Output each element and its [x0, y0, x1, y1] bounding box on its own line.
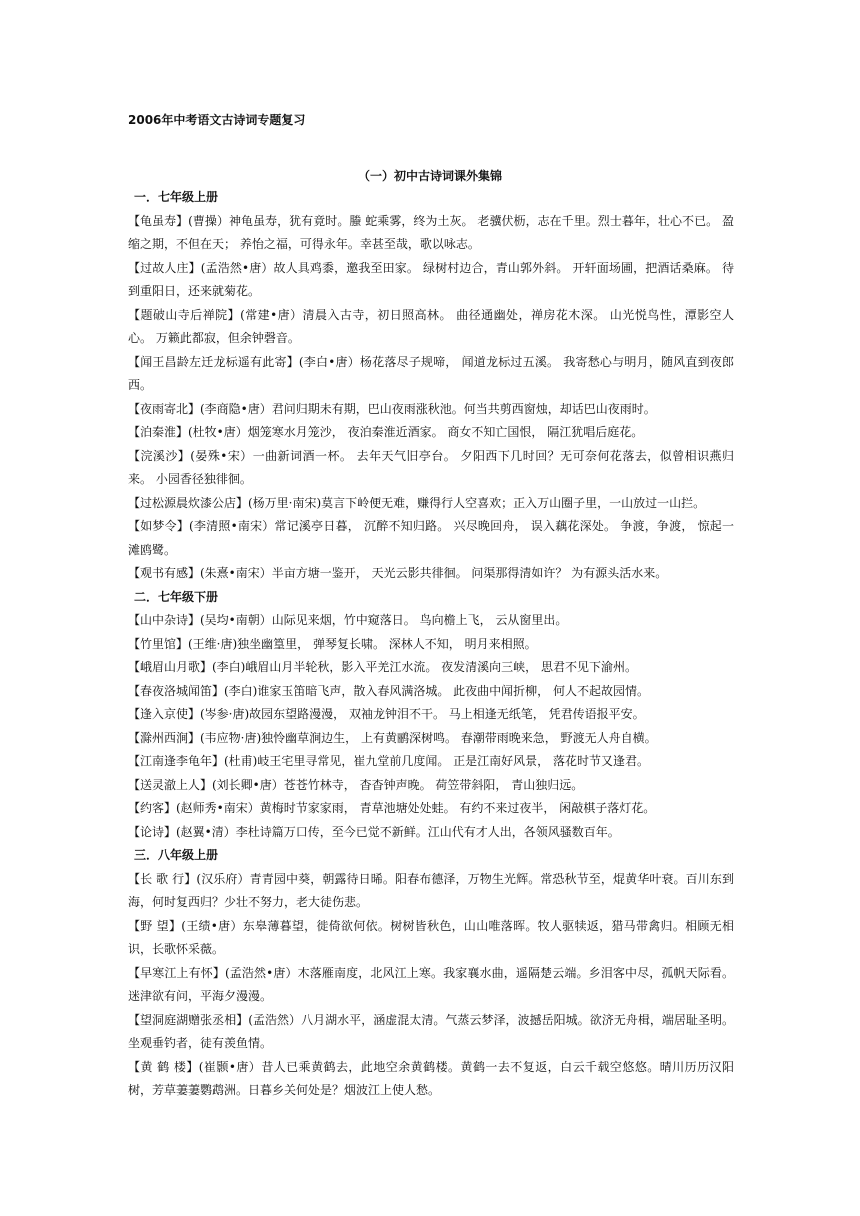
grade-heading: 一．七年级上册 — [134, 190, 219, 204]
grade-heading: 二．七年级下册 — [134, 589, 219, 604]
poem-entry: 【峨眉山月歌】(李白)峨眉山月半轮秋，影入平羌江水流。 夜发清溪向三峡， 思君不见下渝州。 — [128, 660, 637, 674]
poem-entry: 【竹里馆】(王维·唐)独坐幽篁里， 弹琴复长啸。 深林人不知， 明月来相照。 — [128, 636, 537, 651]
poem-entry: 【野 望】(王绩•唐）东皋薄暮望，徙倚欲何依。树树皆秋色，山山唯落晖。牧人驱犊返，猎马带禽归。相顾无相识，长歌怀采薇。 — [128, 918, 734, 956]
poem-list — [128, 186, 734, 1103]
poem-entry: 【题破山寺后禅院】(常建•唐）清晨入古寺，初日照高林。 曲径通幽处，禅房花木深。 山光悦鸟性，潭影空人心。 万籁此都寂，但余钟磬音。 — [128, 307, 734, 345]
poem-entry: 【江南逢李龟年】(杜甫)岐王宅里寻常见，崔九堂前几度闻。 正是江南好风景， 落花时节又逢君。 — [128, 754, 649, 768]
poem-entry: 【论诗】(赵翼•清）李杜诗篇万口传，至今已觉不新鲜。江山代有才人出，各领风骚数百年。 — [128, 824, 620, 839]
poem-entry: 【浣溪沙】(晏殊•宋）一曲新词酒一杯。 去年天气旧亭台。 夕阳西下几时回？无可奈何花落去，似曾相识燕归来。 小园香径独徘徊。 — [128, 448, 734, 486]
poem-entry: 【观书有感】(朱熹•南宋）半亩方塘一鉴开， 天光云影共徘徊。 问渠那得清如许？ 为有源头活水来。 — [128, 566, 668, 580]
poem-entry: 【早寒江上有怀】(孟浩然•唐）木落雁南度，北风江上寒。我家襄水曲，遥隔楚云端。乡泪客中尽，孤帆天际看。迷津欲有问，平海夕漫漫。 — [128, 965, 734, 1003]
poem-entry: 【春夜洛城闻笛】(李白)谁家玉笛暗飞声，散入春风满洛城。 此夜曲中闻折柳， 何人不起故园情。 — [128, 683, 649, 698]
poem-entry: 【送灵澈上人】(刘长卿•唐）苍苍竹林寺， 杳杳钟声晚。 荷笠带斜阳， 青山独归远。 — [128, 777, 584, 792]
poem-entry: 【山中杂诗】(吴均•南朝）山际见来烟，竹中窥落日。 鸟向檐上飞， 云从窗里出。 — [128, 613, 568, 627]
poem-entry: 【泊秦淮】(杜牧•唐）烟笼寒水月笼沙， 夜泊秦淮近酒家。 商女不知亡国恨， 隔江犹唱后庭花。 — [128, 425, 644, 439]
poem-entry: 【龟虽寿】(曹操）神龟虽寿，犹有竟时。螣 蛇乘雾，终为土灰。 老骥伏枥，志在千里。烈士暮年，壮心不已。 盈缩之期，不但在天； 养怡之福，可得永年。幸甚至哉，歌以咏志。 — [128, 213, 734, 251]
poem-entry: 【滁州西涧】(韦应物·唐)独怜幽草涧边生， 上有黄鹂深树鸣。 春潮带雨晚来急， 野渡无人舟自横。 — [128, 730, 657, 745]
poem-entry: 【望洞庭湖赠张丞相】(孟浩然）八月湖水平，涵虚混太清。气蒸云梦泽，波撼岳阳城。欲济无舟楫，端居耻圣明。坐观垂钓者，徒有羡鱼情。 — [128, 1012, 734, 1050]
poem-entry: 【夜雨寄北】(李商隐•唐）君问归期未有期，巴山夜雨涨秋池。何当共剪西窗烛，却话巴山夜雨时。 — [128, 401, 656, 416]
poem-entry: 【如梦令】(李清照•南宋）常记溪亭日暮， 沉醉不知归路。 兴尽晚回舟， 误入藕花深处。 争渡，争渡， 惊起一滩鸥鹭。 — [128, 519, 734, 557]
poem-entry: 【闻王昌龄左迁龙标遥有此寄】(李白•唐）杨花落尽子规啼， 闻道龙标过五溪。 我寄愁心与明月，随风直到夜郎西。 — [128, 354, 734, 392]
poem-entry: 【长 歌 行】(汉乐府）青青园中葵，朝露待日晞。阳春布德泽，万物生光辉。常恐秋节至，焜黄华叶衰。百川东到海，何时复西归？少壮不努力，老大徒伤悲。 — [128, 871, 734, 909]
poem-entry: 【过故人庄】(孟浩然•唐）故人具鸡黍，邀我至田家。 绿树村边合，青山郭外斜。 开轩面场圃，把酒话桑麻。 待到重阳日，还来就菊花。 — [128, 260, 734, 298]
poem-entry: 【约客】(赵师秀•南宋）黄梅时节家家雨， 青草池塘处处蛙。 有约不来过夜半， 闲敲棋子落灯花。 — [128, 801, 656, 815]
grade-heading: 三．八年级上册 — [134, 848, 219, 862]
document-title: 2006年中考语文古诗词专题复习 — [128, 113, 306, 127]
poem-entry: 【黄 鹤 楼】(崔颢•唐）昔人已乘黄鹤去，此地空余黄鹤楼。黄鹤一去不复返，白云千载空悠悠。晴川历历汉阳树，芳草萋萋鹦鹉洲。日暮乡关何处是？烟波江上使人愁。 — [128, 1059, 734, 1097]
section-title: （一）初中古诗词课外集锦 — [357, 169, 502, 183]
poem-entry: 【逢入京使】(岑参·唐)故园东望路漫漫， 双袖龙钟泪不干。 马上相逢无纸笔， 凭君传语报平安。 — [128, 707, 645, 721]
poem-entry: 【过松源晨炊漆公店】(杨万里·南宋)莫言下岭便无难，赚得行人空喜欢；正入万山圈子里，一山放过一山拦。 — [128, 495, 706, 510]
